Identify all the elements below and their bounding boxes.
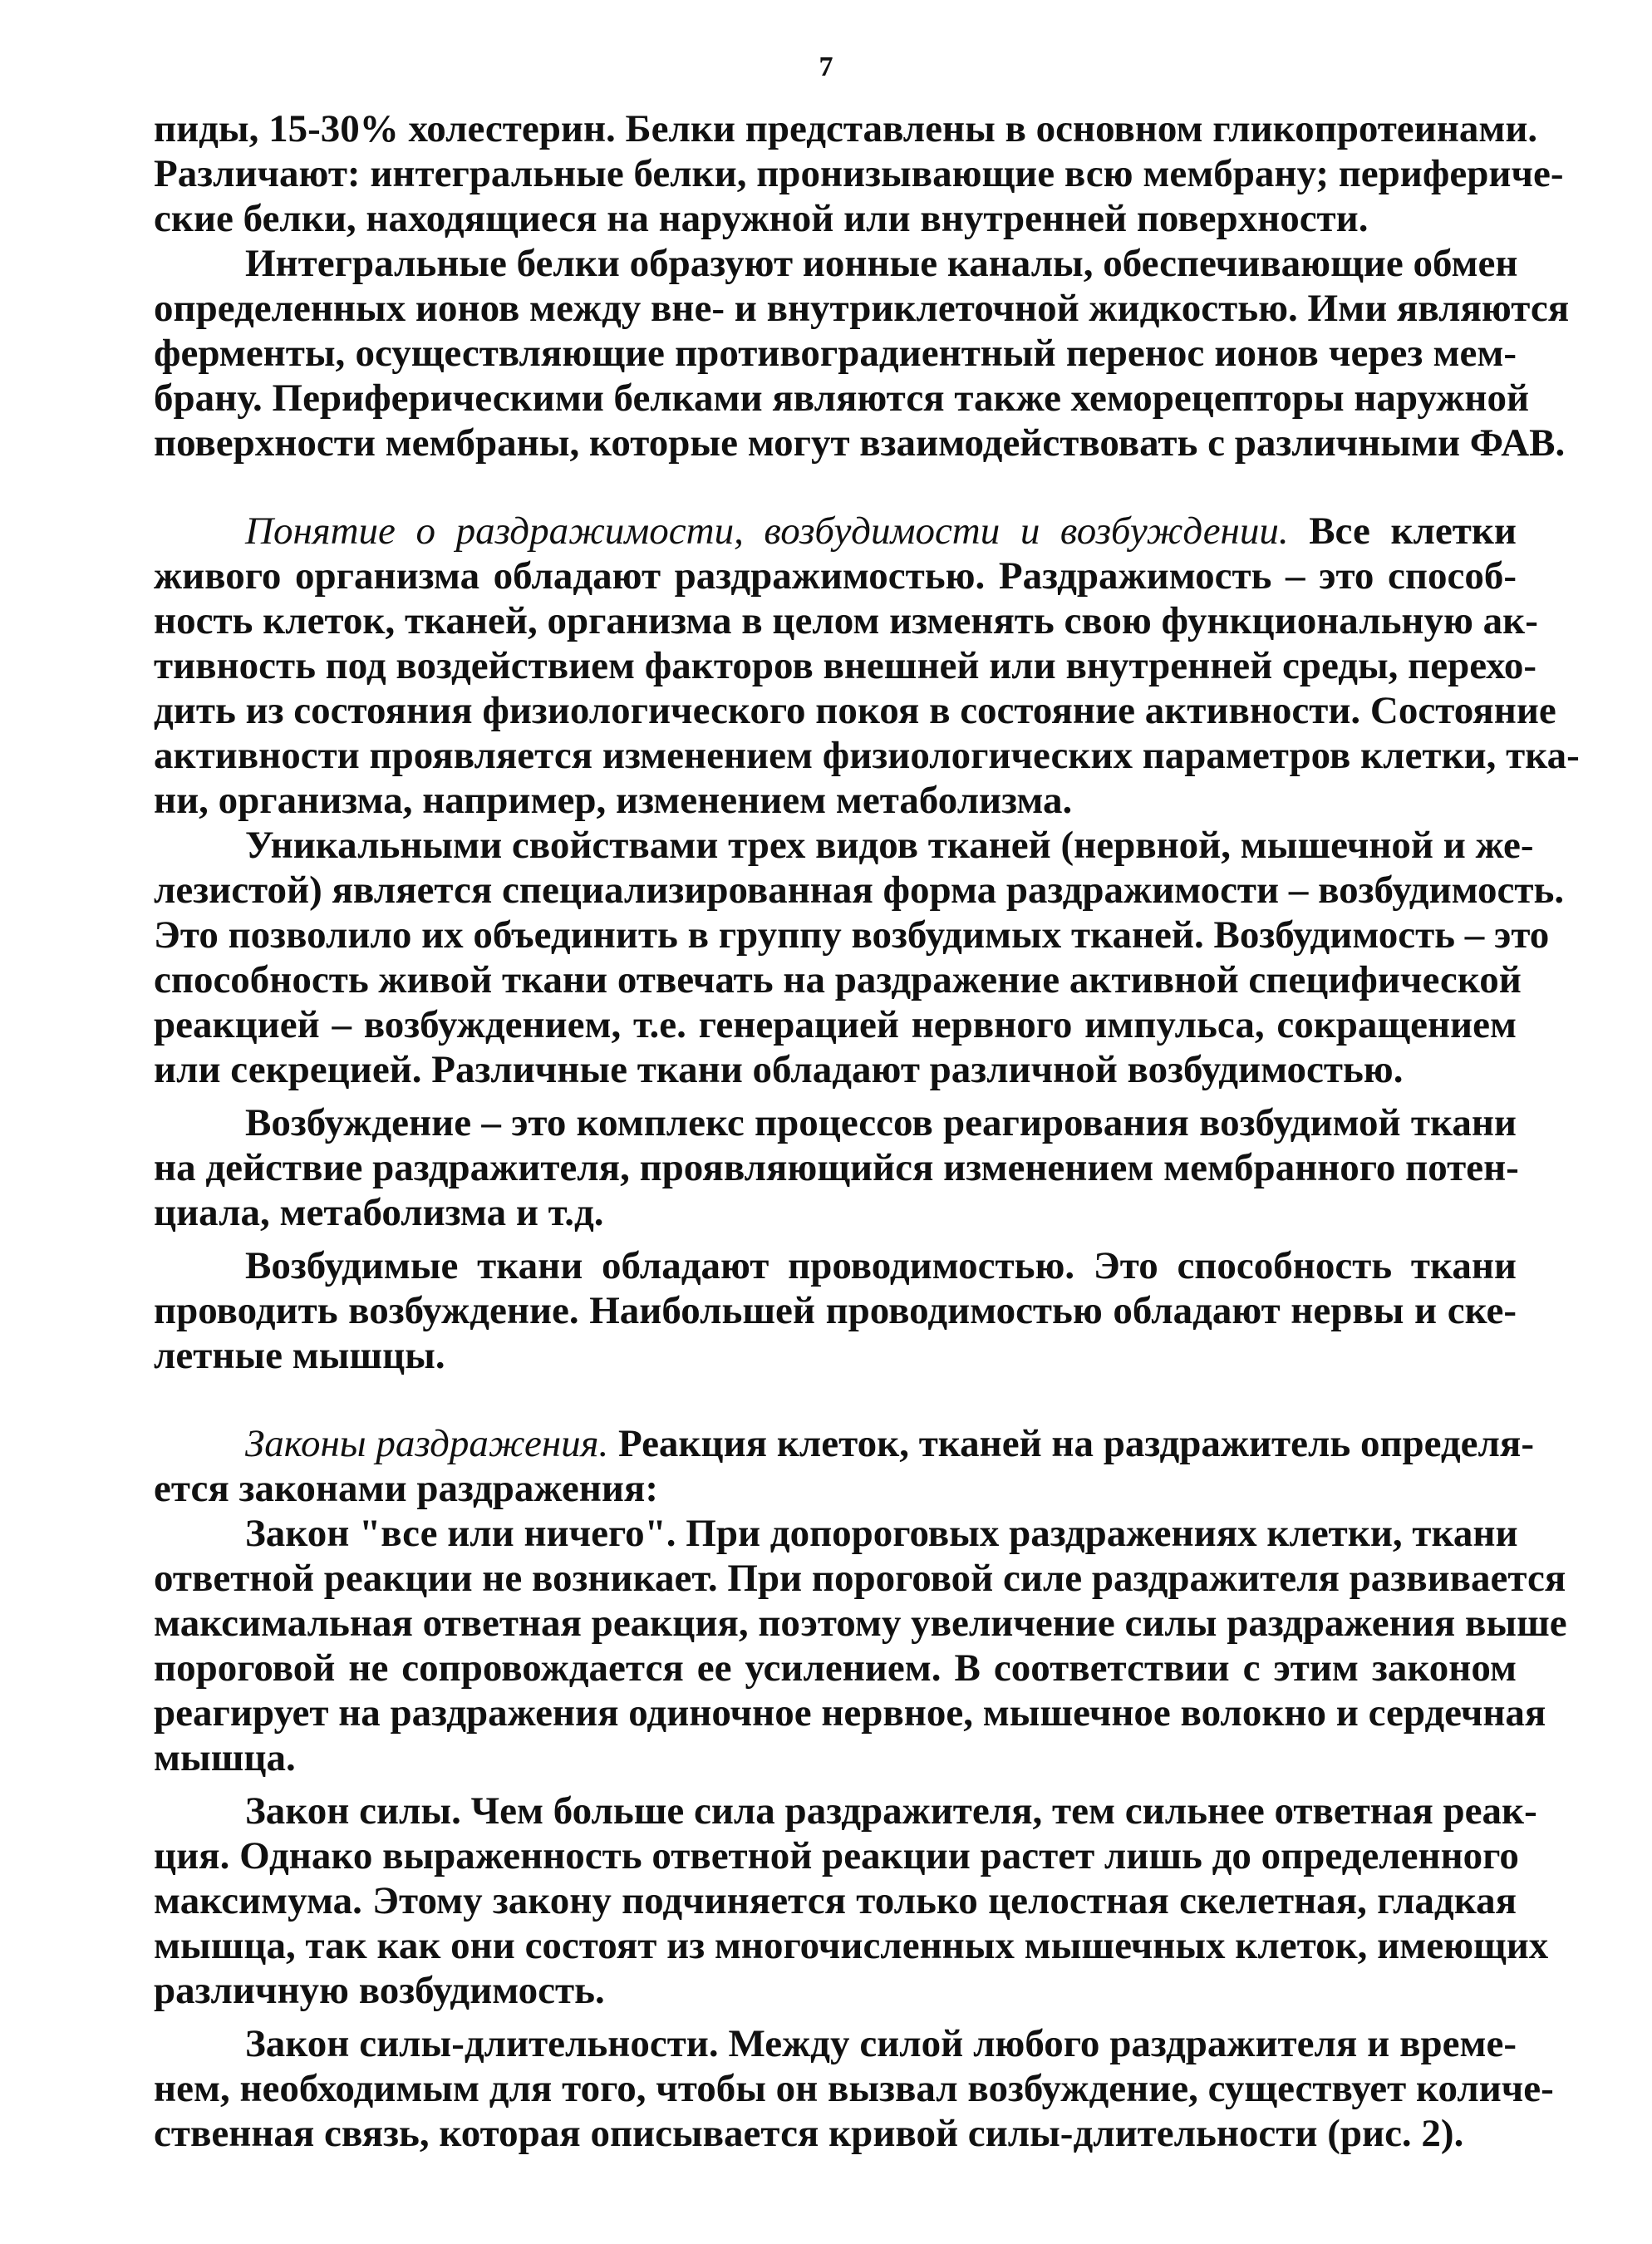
text-line: способность живой ткани отвечать на раздражение активной специфической	[154, 958, 1522, 1001]
text-line: летные мышцы.	[154, 1334, 445, 1377]
text-line: пиды, 15-30% холестерин. Белки представлены в основном гликопротеинами.	[154, 107, 1538, 150]
text-line: или секрецией. Различные ткани обладают различной возбудимостью.	[154, 1048, 1404, 1091]
text-line: Это позволило их объединить в группу возбудимых тканей. Возбудимость – это	[154, 913, 1550, 957]
text-line: нем, необходимым для того, чтобы он вызвал возбуждение, существует количе-	[154, 2067, 1554, 2110]
text-line: поверхности мембраны, которые могут взаимодействовать с различными ФАВ.	[154, 421, 1566, 465]
text-line: Возбуждение – это комплекс процессов реагирования возбудимой ткани	[245, 1101, 1517, 1144]
text-line: брану. Периферическими белками являются также хеморецепторы наружной	[154, 376, 1530, 420]
text-line: реакцией – возбуждением, т.е. генерацией нервного импульса, сокращением	[154, 1003, 1517, 1046]
text-line: Возбудимые ткани обладают проводимостью. Это способность ткани	[245, 1244, 1517, 1287]
text-line: ственная связь, которая описывается кривой силы-длительности (рис. 2).	[154, 2112, 1464, 2155]
text-line: ция. Однако выраженность ответной реакции растет лишь до определенного	[154, 1834, 1519, 1877]
text-line: ответной реакции не возникает. При пороговой силе раздражителя развивается	[154, 1557, 1566, 1600]
text-line: Закон силы. Чем больше сила раздражителя, тем сильнее ответная реак-	[245, 1789, 1537, 1833]
text-line: лезистой) является специализированная форма раздражимости – возбудимость.	[154, 869, 1565, 912]
text-line: максимальная ответная реакция, поэтому увеличение силы раздражения выше	[154, 1602, 1567, 1645]
text-line: Различают: интегральные белки, пронизывающие всю мембрану; перифериче-	[154, 152, 1564, 195]
text-line: Уникальными свойствами трех видов тканей (нервной, мышечной и же-	[245, 824, 1534, 867]
text-line: ни, организма, например, изменением метаболизма.	[154, 779, 1073, 822]
section-heading-laws: Законы раздражения.	[245, 1422, 609, 1465]
text-line: ские белки, находящиеся на наружной или внутренней поверхности.	[154, 197, 1369, 240]
page-number: 7	[819, 52, 833, 82]
text-line: реагирует на раздражения одиночное нервное, мышечное волокно и сердечная	[154, 1691, 1546, 1735]
text-line: циала, метаболизма и т.д.	[154, 1191, 604, 1234]
text-line: мышца, так как они состоят из многочисленных мышечных клеток, имеющих	[154, 1924, 1549, 1967]
text-line: Интегральные белки образуют ионные каналы, обеспечивающие обмен	[245, 242, 1518, 285]
text-line: проводить возбуждение. Наибольшей проводимостью обладают нервы и ске-	[154, 1289, 1517, 1332]
text-line: активности проявляется изменением физиологических параметров клетки, тка-	[154, 734, 1580, 777]
text-line: живого организма обладают раздражимостью. Раздражимость – это способ-	[154, 554, 1517, 598]
text-fragment: Реакция клеток, тканей на раздражитель определя-	[608, 1422, 1534, 1465]
section-heading-line	[154, 509, 1517, 554]
text-line: ферменты, осуществляющие противоградиентный перенос ионов через мем-	[154, 332, 1517, 375]
section-heading-line	[154, 1421, 1534, 1466]
text-line: на действие раздражителя, проявляющийся изменением мембранного потен-	[154, 1146, 1519, 1189]
text-line: ность клеток, тканей, организма в целом изменять свою функциональную ак-	[154, 599, 1538, 642]
text-line: тивность под воздействием факторов внешней или внутренней среды, перехо-	[154, 644, 1537, 687]
text-line: мышца.	[154, 1736, 296, 1779]
section-heading-excitability: Понятие о раздражимости, возбудимости и возбуждении.	[245, 509, 1289, 553]
text-line: пороговой не сопровождается ее усилением. В соответствии с этим законом	[154, 1646, 1517, 1690]
text-fragment: Все клетки	[1288, 509, 1517, 553]
text-line: Закон "все или ничего". При допороговых раздражениях клетки, ткани	[245, 1512, 1518, 1555]
text-line: определенных ионов между вне- и внутриклеточной жидкостью. Ими являются	[154, 287, 1570, 330]
text-line: ется законами раздражения:	[154, 1467, 658, 1510]
text-line: различную возбудимость.	[154, 1969, 605, 2012]
body-text	[154, 106, 1580, 2156]
text-line: максимума. Этому закону подчиняется только целостная скелетная, гладкая	[154, 1879, 1517, 1922]
text-line: Закон силы-длительности. Между силой любого раздражителя и време-	[245, 2022, 1517, 2065]
text-line: дить из состояния физиологического покоя в состояние активности. Состояние	[154, 689, 1556, 732]
